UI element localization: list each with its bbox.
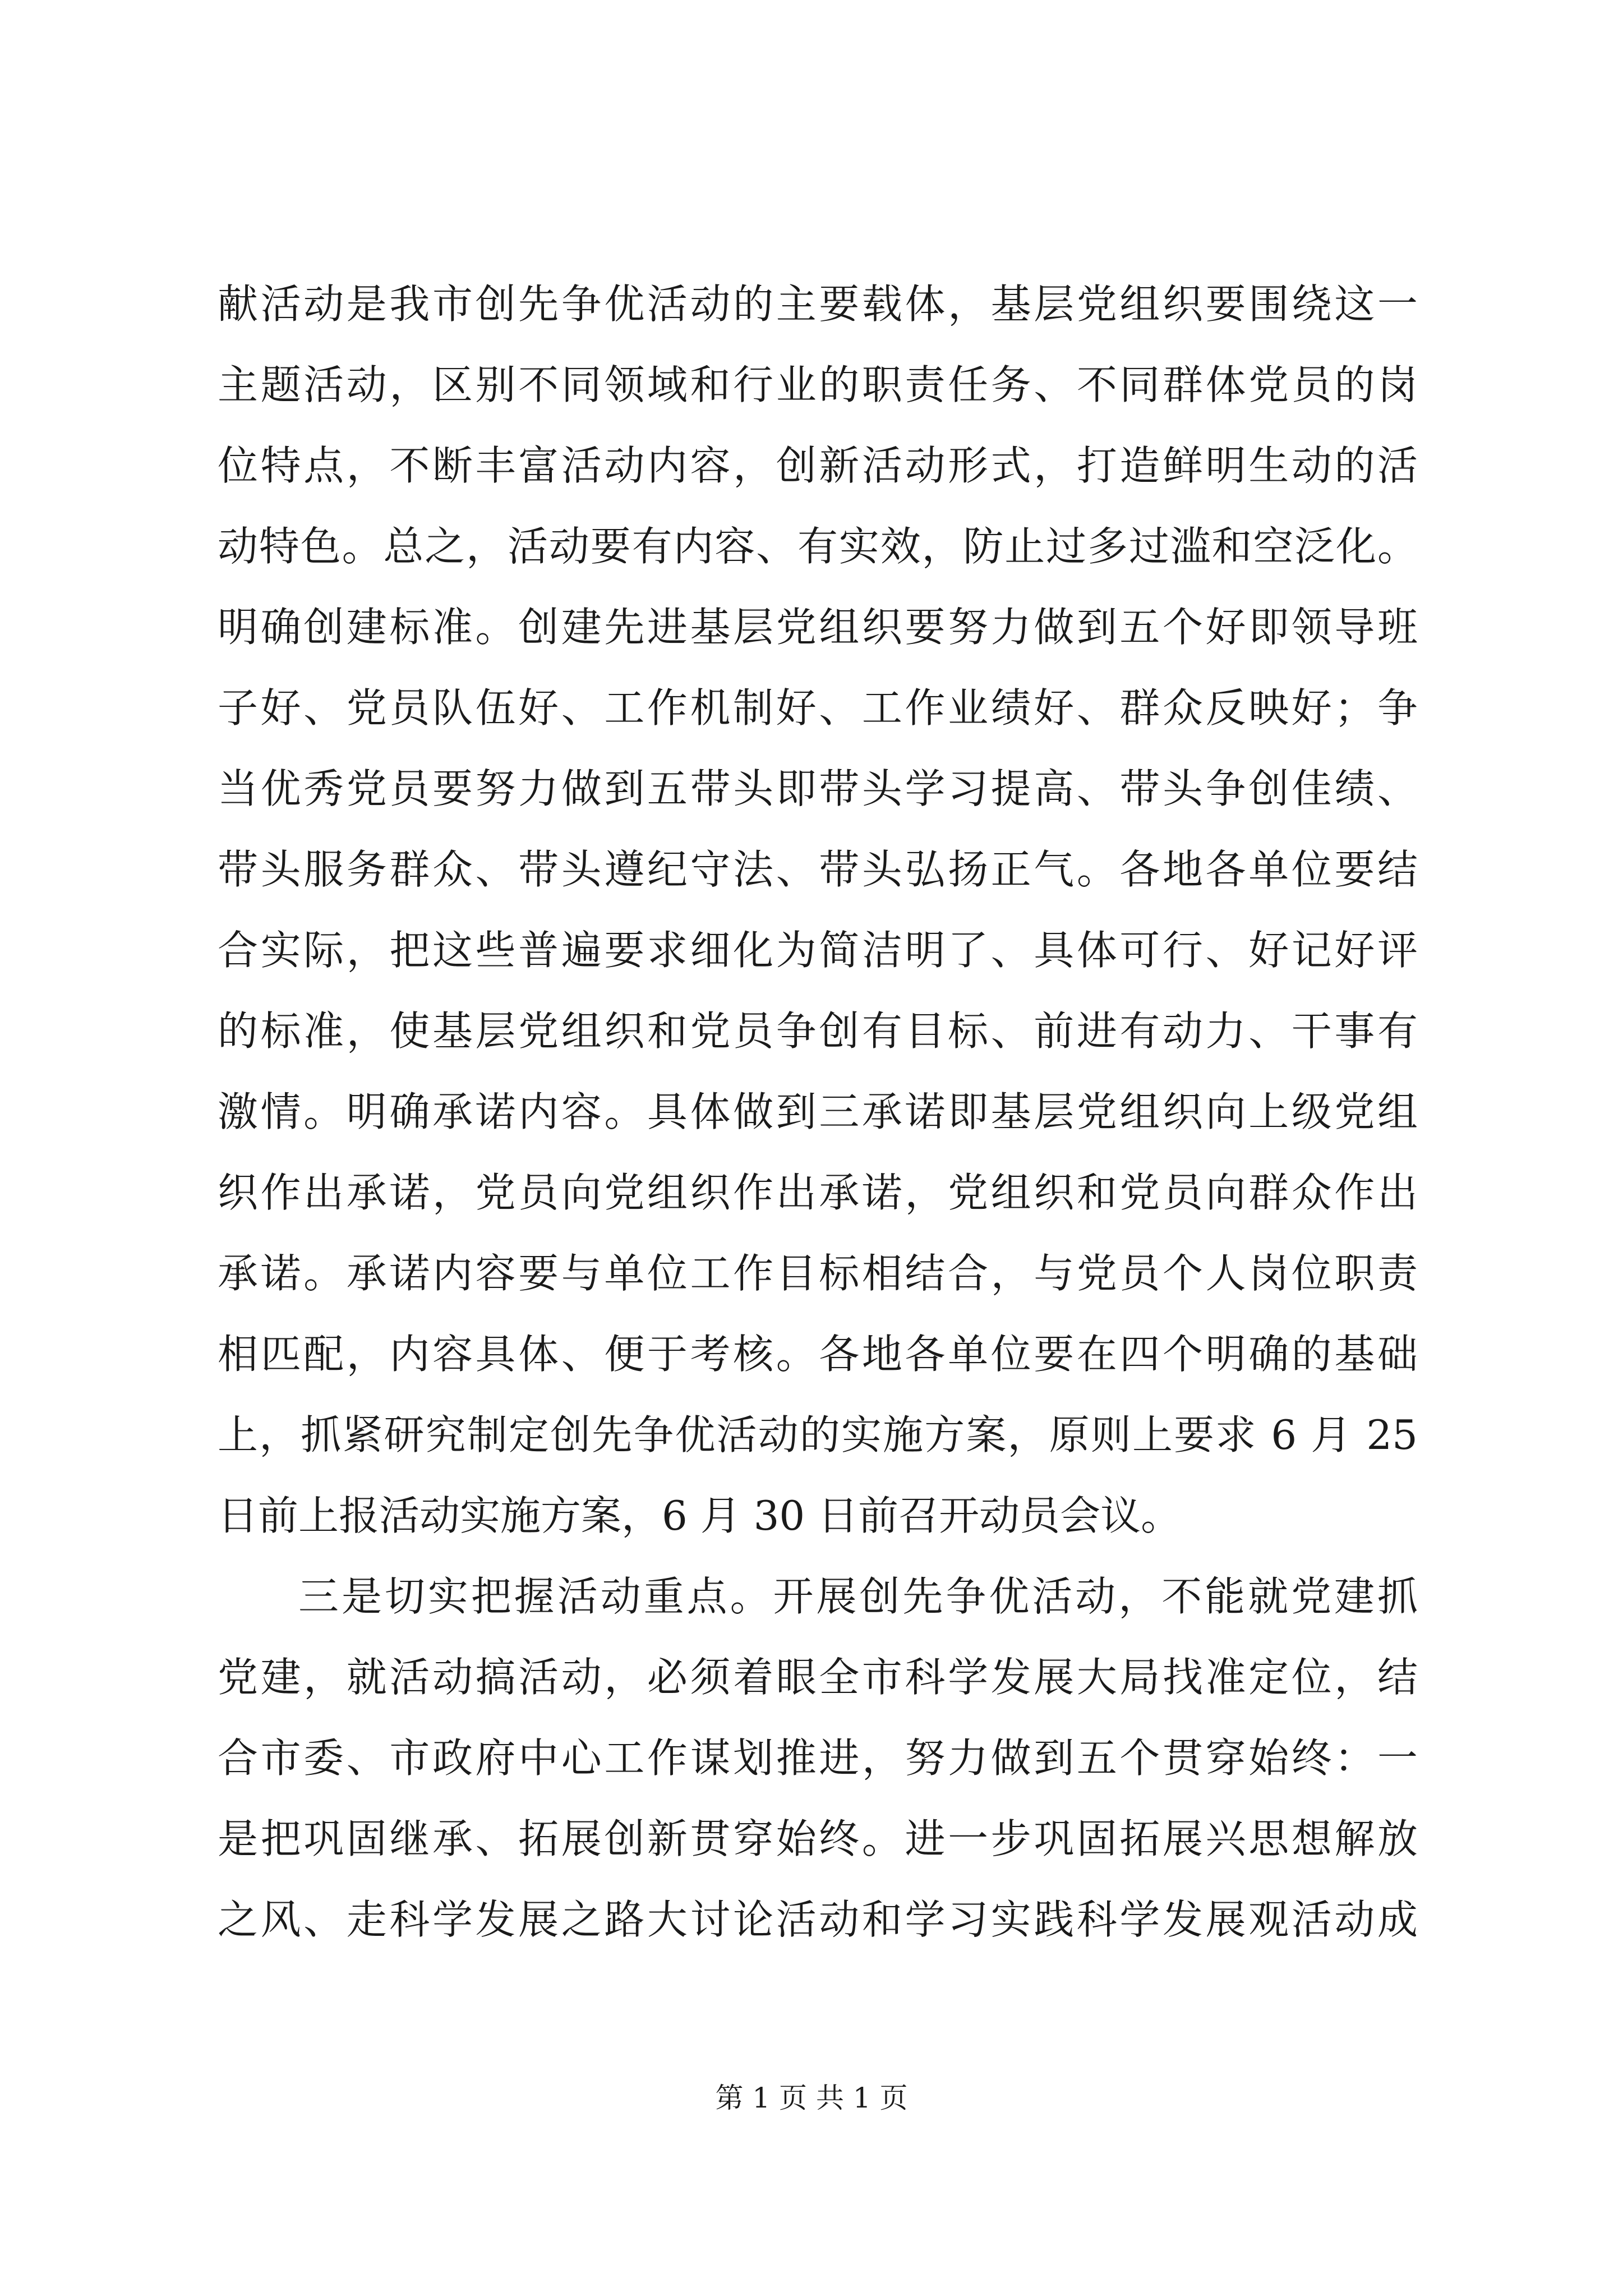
text-line: 是把巩固继承、拓展创新贯穿始终。进一步巩固拓展兴思想解放 <box>218 1815 1418 1862</box>
page-footer: 第 1 页 共 1 页 <box>715 2082 908 2114</box>
text-line: 日前上报活动实施方案，6 月 30 日前召开动员会议。 <box>218 1492 1182 1539</box>
text-line: 明确创建标准。创建先进基层党组织要努力做到五个好即领导班 <box>218 604 1418 651</box>
text-line: 的标准，使基层党组织和党员争创有目标、前进有动力、干事有 <box>218 1007 1418 1055</box>
text-line: 子好、党员队伍好、工作机制好、工作业绩好、群众反映好；争 <box>218 684 1418 731</box>
text-line: 动特色。总之，活动要有内容、有实效，防止过多过滥和空泛化。 <box>218 523 1418 570</box>
text-line: 带头服务群众、带头遵纪守法、带头弘扬正气。各地各单位要结 <box>218 846 1418 893</box>
text-line: 献活动是我市创先争优活动的主要载体，基层党组织要围绕这一 <box>218 280 1418 328</box>
text-line: 当优秀党员要努力做到五带头即带头学习提高、带头争创佳绩、 <box>218 765 1418 812</box>
text-line: 激情。明确承诺内容。具体做到三承诺即基层党组织向上级党组 <box>218 1088 1418 1135</box>
text-line: 之风、走科学发展之路大讨论活动和学习实践科学发展观活动成 <box>218 1896 1418 1943</box>
text-line: 主题活动，区别不同领域和行业的职责任务、不同群体党员的岗 <box>218 361 1418 408</box>
text-line: 党建，就活动搞活动，必须着眼全市科学发展大局找准定位，结 <box>218 1654 1418 1701</box>
paragraph-first-line: 三是切实把握活动重点。开展创先争优活动，不能就党建抓 <box>298 1573 1418 1620</box>
text-line: 织作出承诺，党员向党组织作出承诺，党组织和党员向群众作出 <box>218 1169 1418 1216</box>
text-line: 承诺。承诺内容要与单位工作目标相结合，与党员个人岗位职责 <box>218 1250 1418 1297</box>
text-line: 位特点，不断丰富活动内容，创新活动形式，打造鲜明生动的活 <box>218 442 1418 489</box>
text-line: 上，抓紧研究制定创先争优活动的实施方案，原则上要求 6 月 25 <box>218 1411 1418 1458</box>
text-line: 合市委、市政府中心工作谋划推进，努力做到五个贯穿始终：一 <box>218 1734 1418 1782</box>
text-line: 合实际，把这些普遍要求细化为简洁明了、具体可行、好记好评 <box>218 927 1418 974</box>
text-line: 相匹配，内容具体、便于考核。各地各单位要在四个明确的基础 <box>218 1331 1418 1378</box>
body-text <box>218 264 1418 1960</box>
